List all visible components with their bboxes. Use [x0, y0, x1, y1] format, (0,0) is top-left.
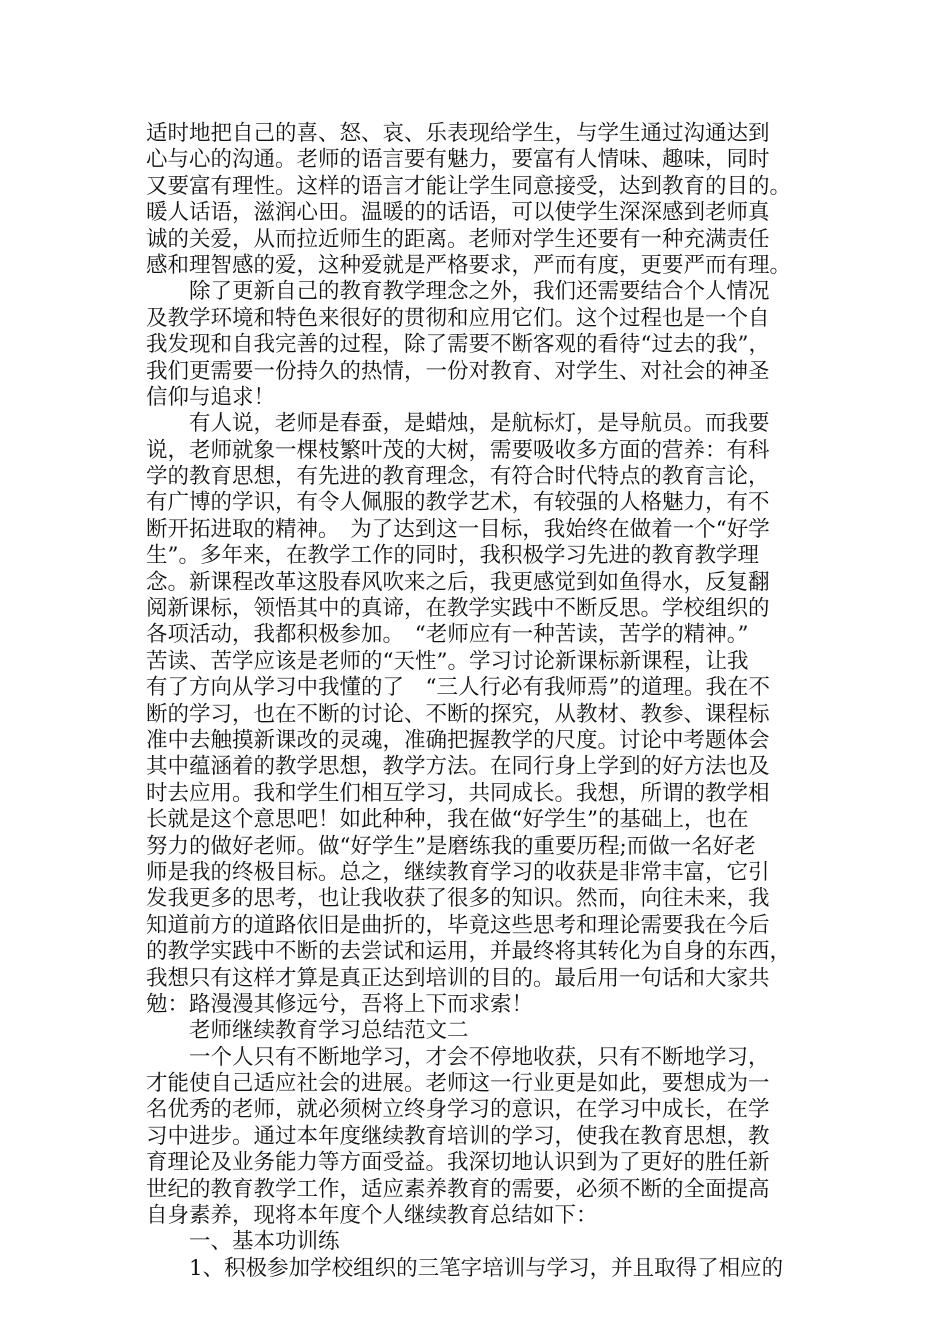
text-line: 有人说，老师是春蚕，是蜡烛，是航标灯，是导航员。而我要 [146, 411, 770, 437]
text-line: 勉：路漫漫其修远兮，吾将上下而求索！ [146, 991, 534, 1017]
text-line: 发我更多的思考，也让我收获了很多的知识。然而，向往未来，我 [146, 886, 770, 912]
text-line: 长就是这个意思吧！如此种种，我在做“好学生”的基础上，也在 [146, 807, 749, 833]
text-line: 其中蕴涵着的教学思想，教学方法。在同行身上学到的好方法也及 [146, 754, 770, 780]
text-line: 名优秀的老师，就必须树立终身学习的意识，在学习中成长，在学 [146, 1097, 770, 1123]
text-line: 努力的做好老师。做“好学生”是磨练我的重要历程;而做一名好老 [146, 833, 756, 859]
text-line: 信仰与追求！ [146, 384, 276, 410]
text-line: 习中进步。通过本年度继续教育培训的学习，使我在教育思想，教 [146, 1123, 770, 1149]
text-line: 知道前方的道路依旧是曲折的，毕竟这些思考和理论需要我在今后 [146, 912, 770, 938]
text-line: 除了更新自己的教育教学理念之外，我们还需要结合个人情况 [146, 279, 770, 305]
text-line: 及教学环境和特色来很好的贯彻和应用它们。这个过程也是一个自 [146, 305, 770, 331]
text-line: 1、积极参加学校组织的三笔字培训与学习，并且取得了相应的 [146, 1255, 784, 1281]
text-line: 感和理智感的爱，这种爱就是严格要求，严而有度，更要严而有理。 [146, 252, 792, 278]
text-line: 老师继续教育学习总结范文二 [146, 1018, 469, 1044]
text-line: 说，老师就象一棵枝繁叶茂的大树，需要吸收多方面的营养：有科 [146, 437, 770, 463]
text-line: 师是我的终极目标。总之，继续教育学习的收获是非常丰富，它引 [146, 859, 770, 885]
text-line: 准中去触摸新课改的灵魂，准确把握教学的尺度。讨论中考题体会 [146, 727, 770, 753]
text-line: 断开拓进取的精神。 为了达到这一目标，我始终在做着一个“好学 [146, 516, 770, 542]
text-line: 我发现和自我完善的过程，除了需要不断客观的看待“过去的我”， [146, 332, 770, 358]
text-line: 生”。多年来，在教学工作的同时，我积极学习先进的教育教学理 [146, 543, 759, 569]
text-line: 我想只有这样才算是真正达到培训的目的。最后用一句话和大家共 [146, 965, 770, 991]
text-line: 暖人话语，滋润心田。温暖的的话语，可以使学生深深感到老师真 [146, 200, 770, 226]
text-line: 才能使自己适应社会的进展。老师这一行业更是如此，要想成为一 [146, 1071, 770, 1097]
document-body-text [146, 121, 826, 1282]
text-line: 苦读、苦学应该是老师的“天性”。学习讨论新课标新课程，让我 [146, 648, 749, 674]
text-line: 适时地把自己的喜、怒、哀、乐表现给学生，与学生通过沟通达到 [146, 121, 770, 146]
text-line: 我们更需要一份持久的热情，一份对教育、对学生、对社会的神圣 [146, 358, 770, 384]
text-line: 育理论及业务能力等方面受益。我深切地认识到为了更好的胜任新 [146, 1150, 770, 1176]
text-line: 断的学习，也在不断的讨论、不断的探究，从教材、教参、课程标 [146, 701, 770, 727]
text-line: 又要富有理性。这样的语言才能让学生同意接受，达到教育的目的。 [146, 173, 792, 199]
text-line: 各项活动，我都积极参加。 “老师应有一种苦读，苦学的精神。” [146, 622, 749, 648]
text-line: 有了方向从学习中我懂的了 “三人行必有我师焉”的道理。我在不 [146, 675, 770, 701]
text-line: 有广博的学识，有令人佩服的教学艺术，有较强的人格魅力，有不 [146, 490, 770, 516]
text-line: 心与心的沟通。老师的语言要有魅力，要富有人情味、趣味，同时 [146, 147, 770, 173]
text-line: 学的教育思想，有先进的教育理念，有符合时代特点的教育言论， [146, 464, 770, 490]
text-line: 自身素养，现将本年度个人继续教育总结如下： [146, 1203, 598, 1229]
text-line: 一个人只有不断地学习，才会不停地收获，只有不断地学习， [146, 1044, 770, 1070]
text-line: 时去应用。我和学生们相互学习，共同成长。我想，所谓的教学相 [146, 780, 770, 806]
text-line: 一、基本功训练 [146, 1229, 340, 1255]
text-line: 的教学实践中不断的去尝试和运用，并最终将其转化为自身的东西， [146, 939, 792, 965]
text-line: 世纪的教育教学工作，适应素养教育的需要，必须不断的全面提高 [146, 1176, 770, 1202]
text-line: 诚的关爱，从而拉近师生的距离。老师对学生还要有一种充满责任 [146, 226, 770, 252]
text-line: 阅新课标，领悟其中的真谛，在教学实践中不断反思。学校组织的 [146, 596, 770, 622]
text-line: 念。新课程改革这股春风吹来之后，我更感觉到如鱼得水，反复翻 [146, 569, 770, 595]
